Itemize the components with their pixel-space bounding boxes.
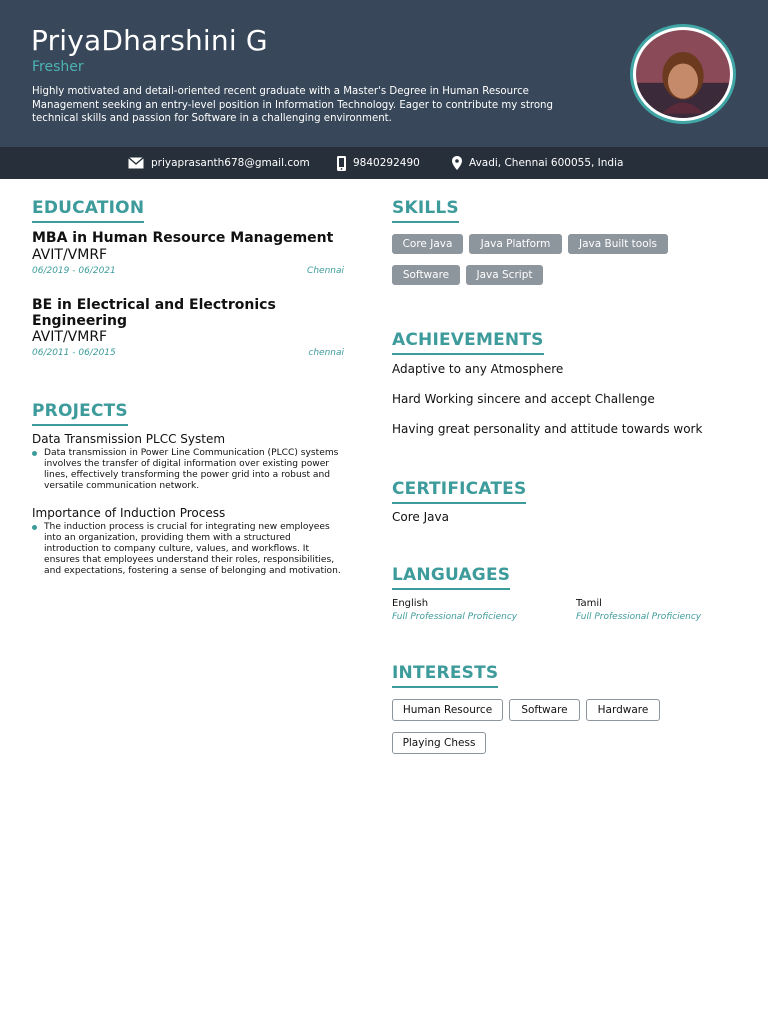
skill-tag: Java Platform	[469, 234, 562, 254]
bullet-icon	[32, 525, 37, 530]
resume-header	[0, 0, 768, 147]
education-school: AVIT/VMRF	[32, 329, 108, 345]
education-dates: 06/2019 - 06/2021	[32, 266, 116, 276]
skill-tag: Java Built tools	[568, 234, 668, 254]
certificate-item: Core Java	[392, 510, 449, 524]
interest-tag: Playing Chess	[392, 732, 486, 754]
phone-text: 9840292490	[353, 157, 420, 169]
avatar	[630, 24, 736, 124]
contact-bar	[0, 147, 768, 179]
skill-tag: Software	[392, 265, 460, 285]
achievement-item: Having great personality and attitude towards work	[392, 422, 703, 436]
language-name: Tamil	[576, 598, 602, 609]
interest-tag: Human Resource	[392, 699, 503, 721]
language-level: Full Professional Proficiency	[392, 612, 518, 622]
skill-tag: Java Script	[466, 265, 543, 285]
interest-tag: Software	[509, 699, 580, 721]
contact-phone[interactable]	[337, 147, 420, 179]
skill-tag: Core Java	[392, 234, 463, 254]
candidate-title: Fresher	[32, 59, 84, 75]
language-level: Full Professional Proficiency	[576, 612, 702, 622]
bullet-icon	[32, 451, 37, 456]
project-description: The induction process is crucial for integrating new employees into an organization, providing them with a structured introduction to company culture, values, and workflows. It ensures that employees understand their roles, responsibilities, and expectations, fostering a sense of belonging and motivation.	[44, 522, 341, 576]
project-title: Importance of Induction Process	[32, 506, 226, 520]
interest-tag: Hardware	[586, 699, 660, 721]
education-location: chennai	[308, 348, 344, 358]
phone-icon	[337, 156, 346, 171]
languages-heading: LANGUAGES	[392, 565, 510, 590]
education-heading: EDUCATION	[32, 198, 144, 223]
map-pin-icon	[452, 156, 462, 170]
education-dates: 06/2011 - 06/2015	[32, 348, 116, 358]
contact-email[interactable]	[128, 147, 310, 179]
education-school: AVIT/VMRF	[32, 247, 108, 263]
interests-heading: INTERESTS	[392, 663, 498, 688]
email-text: priyaprasanth678@gmail.com	[151, 157, 310, 169]
achievements-heading: ACHIEVEMENTS	[392, 330, 544, 355]
education-degree: MBA in Human Resource Management	[32, 230, 334, 246]
project-title: Data Transmission PLCC System	[32, 432, 226, 446]
envelope-icon	[128, 157, 144, 169]
location-text: Avadi, Chennai 600055, India	[469, 157, 624, 169]
candidate-name: PriyaDharshini G	[31, 24, 268, 57]
avatar-photo	[636, 30, 730, 118]
achievement-item: Hard Working sincere and accept Challenge	[392, 392, 655, 406]
achievement-item: Adaptive to any Atmosphere	[392, 362, 564, 376]
education-location: Chennai	[307, 266, 344, 276]
education-degree: BE in Electrical and Electronics Engineering	[32, 297, 276, 329]
summary-text: Highly motivated and detail-oriented recent graduate with a Master's Degree in Human Resource Management seeking an entry-level position in Information Technology. Eager to contribute my strong technical skills and passion for Software in a challenging environment.	[32, 86, 553, 125]
language-name: English	[392, 598, 429, 609]
contact-location	[452, 147, 623, 179]
certificates-heading: CERTIFICATES	[392, 479, 526, 504]
projects-heading: PROJECTS	[32, 401, 128, 426]
project-description: Data transmission in Power Line Communication (PLCC) systems involves the transfer of digital information over existing power lines, effectively transforming the power grid into a robust and versatile communication network.	[44, 448, 339, 491]
skills-heading: SKILLS	[392, 198, 459, 223]
